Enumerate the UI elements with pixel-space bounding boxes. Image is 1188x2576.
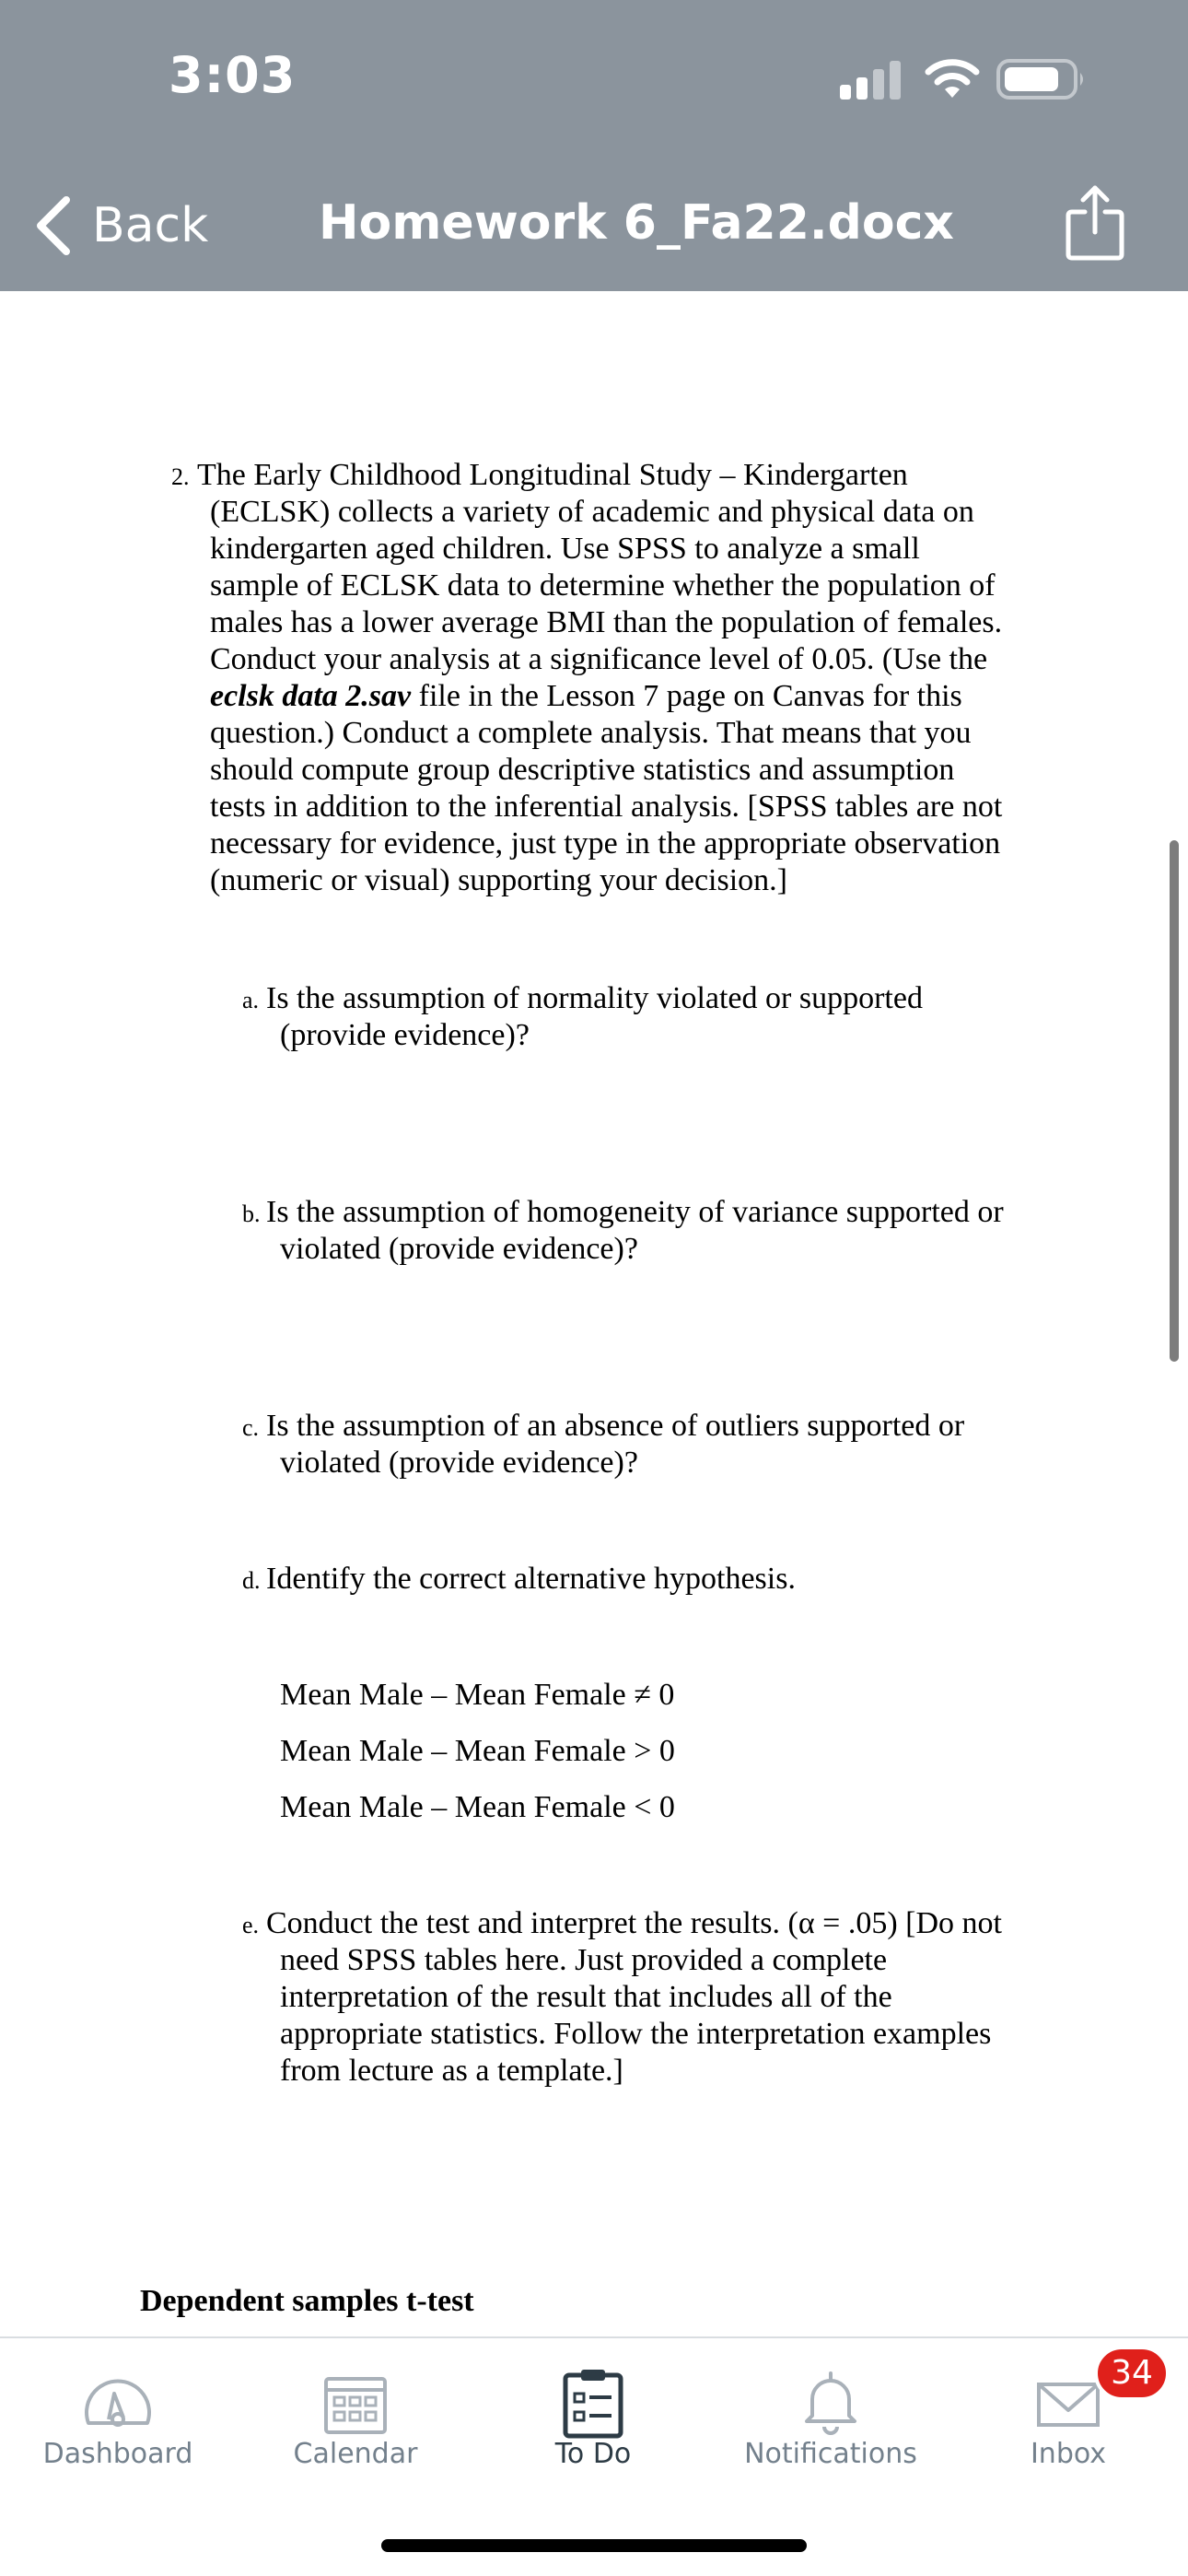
tab-notifications[interactable] [720, 2338, 941, 2523]
home-indicator[interactable] [381, 2539, 807, 2552]
part-line: need SPSS tables here. Just provided a complete [280, 1943, 888, 1977]
question-line: question.) Conduct a complete analysis. That means that you [210, 716, 972, 750]
part-line: violated (provide evidence)? [280, 1232, 638, 1266]
question-line-post: file in the Lesson 7 page on Canvas for this [411, 679, 962, 713]
part-label: d. [242, 1567, 261, 1594]
part-line: Is the assumption of normality violated or supported [266, 981, 923, 1015]
back-label: Back [92, 198, 209, 253]
question-line: The Early Childhood Longitudinal Study – Kindergarten [197, 458, 908, 492]
hypothesis-option: Mean Male – Mean Female > 0 [280, 1734, 675, 1768]
question-line: should compute group descriptive statistics and assumption [210, 753, 955, 787]
part-line: Is the assumption of an absence of outliers supported or [266, 1409, 965, 1443]
tab-label: Inbox [1030, 2438, 1107, 2470]
tab-todo[interactable] [483, 2338, 704, 2523]
question-line: necessary for evidence, just type in the appropriate observation [210, 826, 1001, 861]
battery-icon [996, 59, 1087, 100]
data-file-name: eclsk data 2.sav [210, 679, 412, 713]
calendar-icon [319, 2366, 392, 2440]
question-line: kindergarten aged children. Use SPSS to analyze a small [210, 532, 920, 566]
tab-dashboard[interactable] [7, 2338, 228, 2523]
wifi-icon [925, 57, 980, 100]
part-label: a. [242, 987, 260, 1013]
part-line: violated (provide evidence)? [280, 1446, 638, 1480]
part-label: b. [242, 1200, 261, 1227]
back-button[interactable] [33, 193, 208, 258]
section-heading: Dependent samples t-test [140, 2284, 474, 2318]
document-title: Homework 6_Fa22.docx [319, 195, 954, 251]
chevron-left-icon [33, 195, 72, 256]
vertical-scrollbar[interactable] [1170, 840, 1179, 1362]
todo-icon [556, 2366, 630, 2440]
part-line: Conduct the test and interpret the results. (α = .05) [Do not [266, 1906, 1002, 1940]
tab-label: Calendar [293, 2438, 418, 2470]
question-line: Conduct your analysis at a significance level of 0.05. (Use the [210, 642, 988, 676]
part-label: c. [242, 1414, 260, 1441]
question-line [210, 678, 962, 715]
part-line: Is the assumption of homogeneity of variance supported or [266, 1195, 1004, 1229]
question-number: 2. [171, 463, 190, 490]
inbox-unread-badge: 34 [1094, 2346, 1170, 2401]
dashboard-icon [81, 2366, 155, 2440]
cellular-signal-icon [840, 61, 904, 100]
part-line: appropriate statistics. Follow the interpretation examples [280, 2017, 992, 2051]
top-header [0, 0, 1188, 291]
tab-calendar[interactable] [245, 2338, 466, 2523]
hypothesis-option: Mean Male – Mean Female < 0 [280, 1790, 675, 1824]
question-line: sample of ECLSK data to determine whether the population of [210, 568, 996, 603]
document-viewer[interactable] [0, 291, 1188, 2336]
tab-label: Dashboard [42, 2438, 193, 2470]
question-line: (numeric or visual) supporting your decision.] [210, 863, 787, 897]
part-line: interpretation of the result that includes all of the [280, 1980, 892, 2014]
question-line: tests in addition to the inferential analysis. [SPSS tables are not [210, 790, 1003, 824]
part-label: e. [242, 1912, 260, 1938]
question-line: (ECLSK) collects a variety of academic and physical data on [210, 495, 974, 529]
status-time: 3:03 [169, 46, 297, 104]
part-line: Identify the correct alternative hypothesis. [266, 1562, 796, 1596]
share-icon[interactable] [1065, 184, 1125, 262]
hypothesis-option: Mean Male – Mean Female ≠ 0 [280, 1678, 675, 1712]
tab-label: Notifications [744, 2438, 917, 2470]
tab-label: To Do [554, 2438, 632, 2470]
bell-icon [794, 2366, 868, 2440]
part-line: (provide evidence)? [280, 1018, 530, 1052]
question-line: males has a lower average BMI than the population of females. [210, 605, 1003, 639]
part-line: from lecture as a template.] [280, 2054, 623, 2088]
